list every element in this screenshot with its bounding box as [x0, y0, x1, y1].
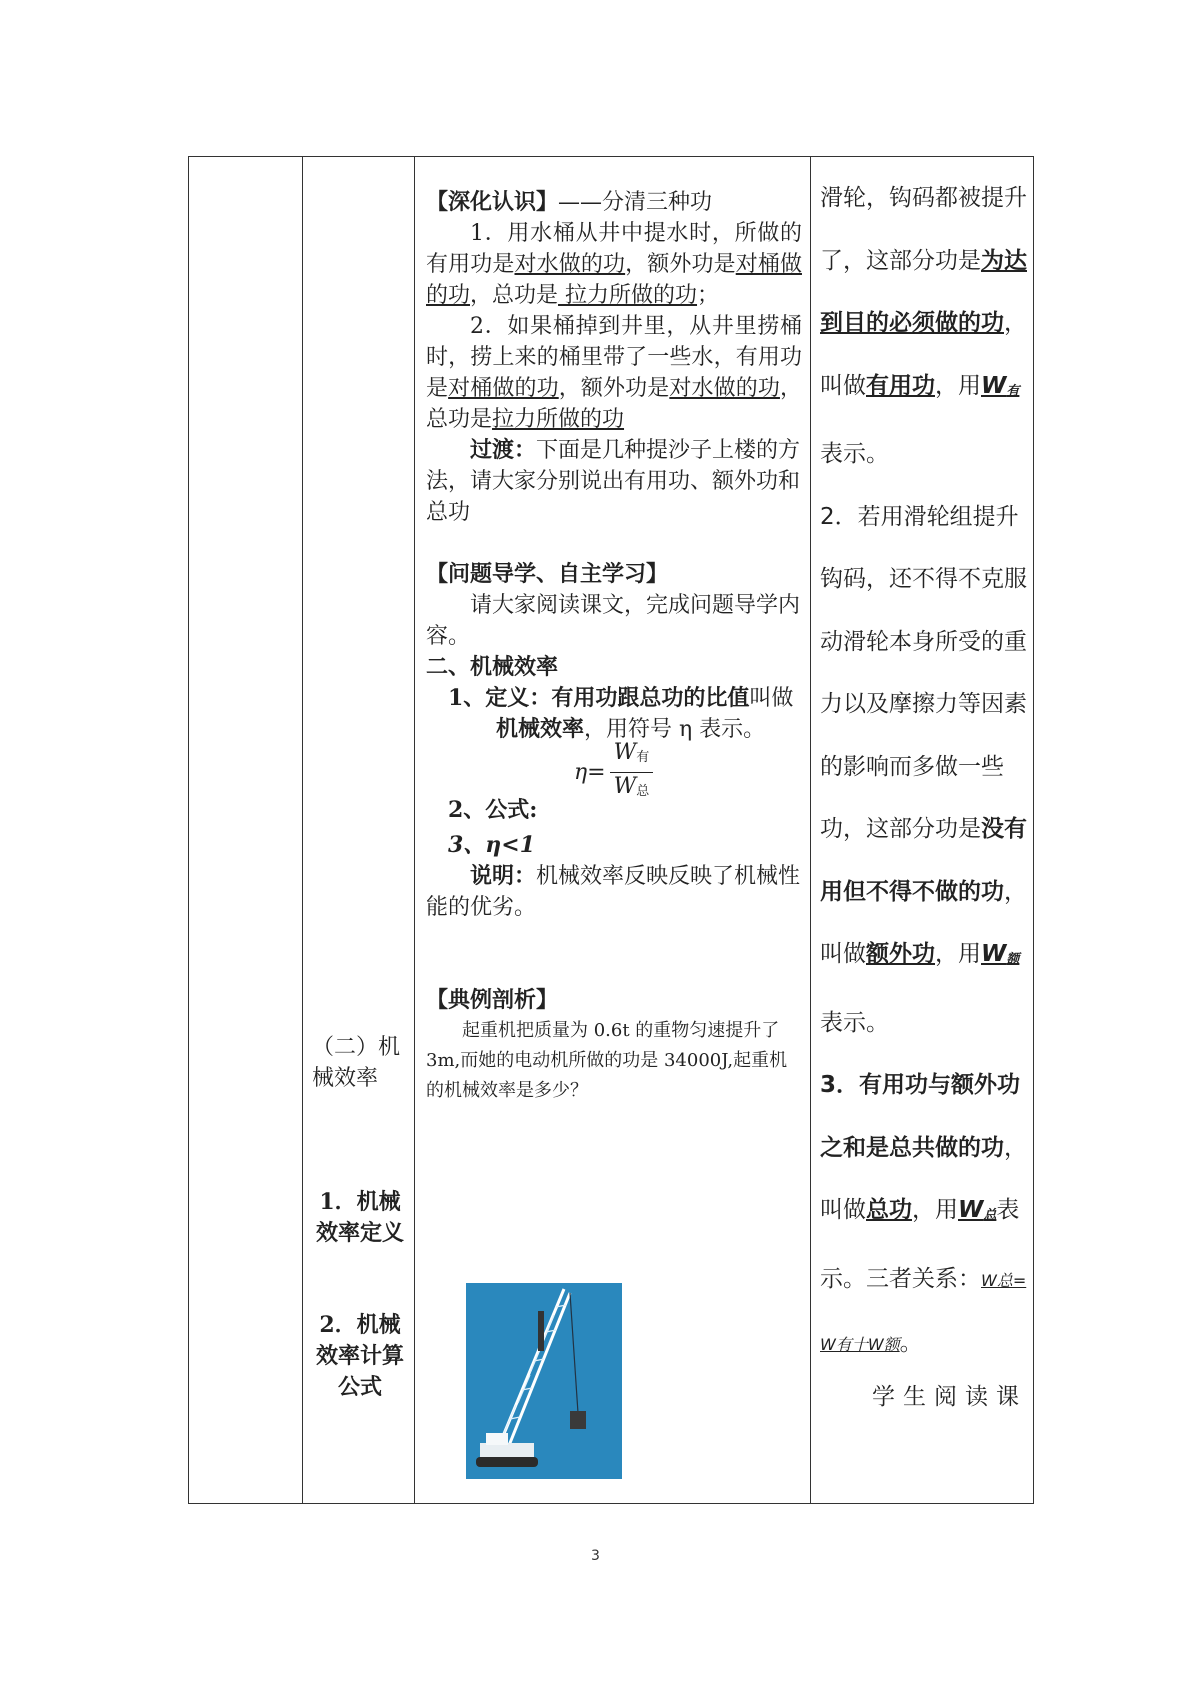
crane-image — [466, 1283, 622, 1479]
useful-work-notes: 滑轮，钩码都被提升了，这部分功是为达到目的必须做的功，叫做有用功，用W有表示。 — [820, 185, 1027, 467]
transition-paragraph: 过渡：下面是几种提沙子上楼的方法，请大家分别说出有用功、额外功和总功 — [426, 437, 801, 525]
page-number: 3 — [591, 1548, 600, 1564]
total-work-notes: 3．有用功与额外功之和是总共做的功，叫做总功，用W总表示。三者关系：W总= W有十W额。 — [820, 1072, 1027, 1356]
guide-text: 请大家阅读课文，完成问题导学内容。 — [426, 593, 801, 649]
example-text: 起重机把质量为 0.6t 的重物匀速提升了 3m,而她的电动机所做的功是 34000J,起重机的机械效率是多少？ — [426, 1020, 788, 1101]
guide-heading: 【问题导学、自主学习】 — [426, 561, 669, 587]
section-title: （二）机械效率 — [312, 1035, 401, 1091]
efficiency-formula: η= $\frac{\text{W有}}{\text{W总}}$ — [426, 745, 802, 807]
paragraph-bucket-in-well: 2．如果桶掉到井里，从井里捞桶时，捞上来的桶里带了一些水，有用功是对桶做的功，额外功是对水做的功，总功是拉力所做的功 — [426, 314, 802, 432]
paragraph-well-water: 1．用水桶从井中提水时，所做的有用功是对水做的功，额外功是对桶做的功，总功是 拉力所做的功； — [426, 221, 802, 308]
example-heading: 【典例剖析】 — [426, 987, 559, 1013]
student-reading-note: 学生阅读课 — [872, 1383, 1027, 1410]
note-paragraph: 说明：机械效率反映反映了机械性能的优劣。 — [426, 863, 801, 920]
deepen-heading: 【深化认识】——分清三种功 — [426, 189, 713, 215]
section-label-column — [302, 157, 414, 1503]
section-item-definition: 1．机械效率定义 — [315, 1189, 404, 1246]
efficiency-heading: 二、机械效率 — [426, 654, 559, 680]
extra-work-notes: 2．若用滑轮组提升钩码，还不得不克服动滑轮本身所受的重力以及摩擦力等因素的影响而多做一些功，这部分功是没有用但不得不做的功，叫做额外功，用W额表示。 — [820, 503, 1027, 1036]
teaching-content-column — [414, 157, 810, 1503]
section-item-formula: 2．机械效率计算公式 — [315, 1312, 404, 1400]
lesson-table — [188, 156, 1034, 1504]
efficiency-less-than-one: 3、η<1 — [448, 832, 536, 858]
definition-paragraph: 1、定义：有用功跟总功的比值叫做机械效率，用符号 η 表示。 — [448, 685, 794, 742]
formula-label: 2、公式: — [448, 797, 538, 823]
student-activity-column — [810, 157, 1033, 1503]
